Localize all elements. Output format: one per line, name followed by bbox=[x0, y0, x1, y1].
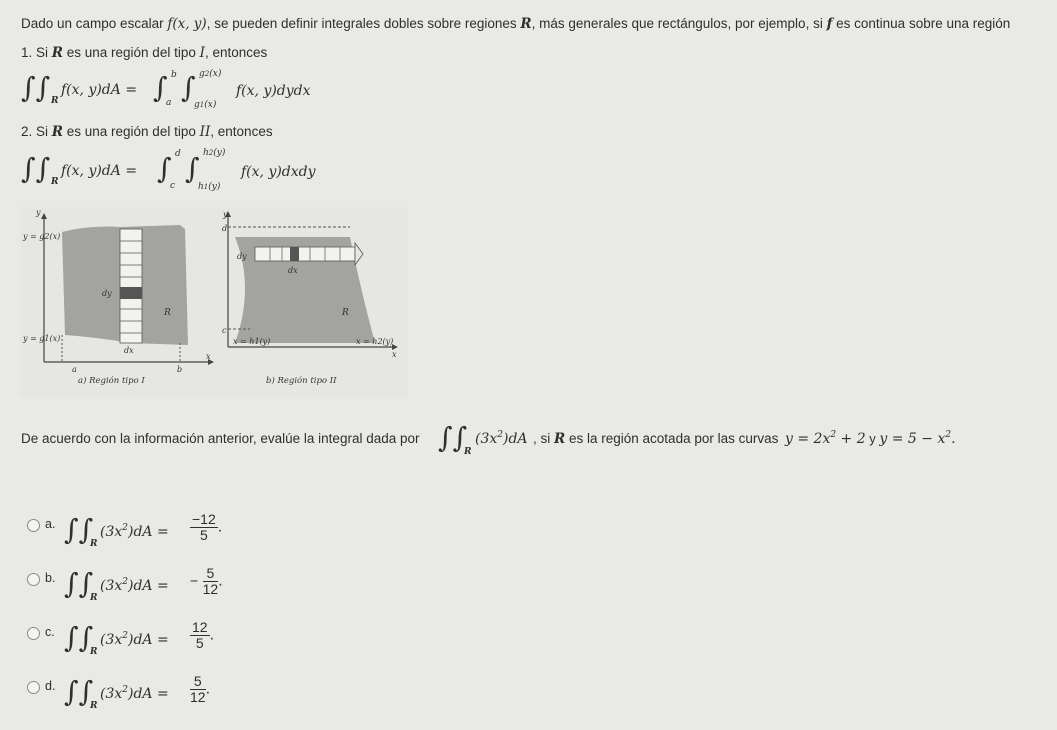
option-tail: )dA = bbox=[128, 578, 169, 594]
option-letter: b. bbox=[45, 571, 56, 585]
intro-part: , más generales que rectángulos, por ejemplo, si bbox=[531, 16, 827, 31]
double-integral-sign: ∫∫ bbox=[438, 421, 468, 454]
fig-b-dx: dx bbox=[288, 266, 298, 275]
integral-sign-inner: ∫ bbox=[181, 71, 196, 104]
integral-sign-outer: ∫ bbox=[153, 71, 168, 104]
double-integral-sign: ∫∫ bbox=[64, 621, 94, 654]
question-exp: 2 bbox=[497, 430, 503, 440]
option-exp: 2 bbox=[122, 685, 128, 695]
fig-a-x-label: x bbox=[206, 352, 211, 361]
question-text bbox=[21, 420, 1051, 460]
fig-b-caption: b) Región tipo II bbox=[266, 376, 337, 386]
inner-upper-fn: g bbox=[199, 69, 205, 79]
option-letter: c. bbox=[45, 625, 55, 639]
case1-label bbox=[21, 45, 267, 61]
fig-a-a: a bbox=[72, 365, 77, 374]
inner-upper-idx: 2 bbox=[208, 149, 214, 157]
double-integral-sign: ∫∫ bbox=[21, 71, 51, 104]
double-integral-sign: ∫∫ bbox=[21, 152, 51, 185]
fig-a bbox=[22, 208, 214, 386]
option-numerator: −12 bbox=[192, 511, 216, 527]
case1-label-part: , entonces bbox=[204, 45, 268, 60]
option-numerator: 5 bbox=[203, 566, 219, 582]
integral-sign-outer: ∫ bbox=[157, 152, 172, 185]
inner-lower-arg: (y) bbox=[208, 182, 221, 192]
case1-label-part: es una región del tipo bbox=[63, 45, 200, 60]
option-exp: 2 bbox=[122, 577, 128, 587]
inner-lower-fn: g bbox=[194, 100, 200, 110]
case1-region: R bbox=[51, 45, 63, 61]
case2-type: II bbox=[199, 124, 211, 140]
fig-b-region: R bbox=[342, 308, 349, 318]
option-sub-r: R bbox=[90, 701, 98, 711]
intro-part: Dado un campo escalar bbox=[21, 16, 168, 31]
case2-label bbox=[21, 124, 273, 140]
option-denominator: 5 bbox=[195, 635, 204, 651]
option-letter: a. bbox=[45, 517, 56, 531]
question-part: , si bbox=[533, 431, 555, 446]
option-numerator: 12 bbox=[192, 619, 208, 635]
case2-region: R bbox=[51, 124, 63, 140]
integral-sign-inner: ∫ bbox=[185, 152, 200, 185]
fig-a-dy: dy bbox=[102, 289, 112, 298]
inner-lower-idx: 1 bbox=[203, 183, 209, 191]
fig-a-caption: a) Región tipo I bbox=[78, 376, 145, 386]
fig-b-right-curve: x = h2(y) bbox=[356, 337, 394, 346]
option-letter: d. bbox=[45, 679, 56, 693]
option-denominator: 12 bbox=[202, 581, 219, 597]
option-end: . bbox=[218, 572, 223, 590]
outer-upper-limit: b bbox=[171, 70, 177, 80]
integral-region-sub: R bbox=[51, 177, 59, 187]
case2-label-part: 2. Si bbox=[21, 124, 52, 139]
option-fraction bbox=[190, 674, 206, 705]
fig-b bbox=[222, 210, 398, 386]
intro-part: es continua sobre una región bbox=[832, 16, 1011, 31]
option-c[interactable] bbox=[20, 616, 320, 662]
case1-type: I bbox=[199, 45, 205, 61]
option-b-radio[interactable] bbox=[27, 573, 40, 586]
question-part: De acuerdo con la información anterior, evalúe la integral dada por bbox=[21, 431, 420, 446]
case1-label-part: 1. Si bbox=[21, 45, 52, 60]
fig-b-d: d bbox=[222, 224, 228, 233]
intro-math: f(x, y) bbox=[167, 16, 207, 32]
option-a-radio[interactable] bbox=[27, 519, 40, 532]
option-tail: )dA = bbox=[128, 686, 169, 702]
fig-b-y-label: y bbox=[223, 210, 228, 219]
fig-b-c: c bbox=[222, 326, 227, 335]
case2-label-part: es una región del tipo bbox=[63, 124, 200, 139]
fig-a-b: b bbox=[177, 365, 183, 374]
option-integrand: (3x bbox=[100, 578, 123, 594]
option-denominator: 5 bbox=[199, 527, 208, 543]
option-sub-r: R bbox=[90, 539, 98, 549]
curve2: y = 5 − x bbox=[879, 431, 946, 447]
option-exp: 2 bbox=[122, 523, 128, 533]
fig-b-dy: dy bbox=[237, 252, 247, 261]
inner-lower-fn: h bbox=[198, 182, 204, 192]
inner-lower-idx: 1 bbox=[199, 101, 205, 109]
outer-lower-limit: c bbox=[170, 181, 176, 191]
fig-b-x-label: x bbox=[392, 350, 397, 359]
option-exp: 2 bbox=[122, 631, 128, 641]
conjunction: y bbox=[865, 431, 880, 446]
inner-upper-arg: (y) bbox=[213, 148, 226, 158]
question-sub-r: R bbox=[464, 447, 472, 457]
fig-a-y-label: y bbox=[36, 208, 41, 217]
fig-a-dx: dx bbox=[124, 346, 134, 355]
inner-lower-arg: (x) bbox=[204, 100, 217, 110]
option-fraction bbox=[190, 620, 210, 651]
option-numerator: 5 bbox=[190, 674, 206, 690]
curve1: y = 2x bbox=[785, 431, 831, 447]
inner-upper-idx: 2 bbox=[204, 70, 210, 78]
option-sign: − bbox=[190, 572, 199, 589]
answer-options bbox=[20, 508, 420, 723]
outer-lower-limit: a bbox=[166, 98, 172, 108]
option-sub-r: R bbox=[90, 593, 98, 603]
case1-formula bbox=[21, 66, 351, 114]
option-c-radio[interactable] bbox=[27, 627, 40, 640]
inner-upper-fn: h bbox=[203, 148, 209, 158]
option-integrand: (3x bbox=[100, 632, 123, 648]
option-fraction bbox=[203, 566, 219, 597]
option-tail: )dA = bbox=[128, 632, 169, 648]
fig-a-top-curve: y = g2(x) bbox=[23, 232, 61, 241]
inner-upper-arg: (x) bbox=[209, 69, 222, 79]
option-integrand: (3x bbox=[100, 686, 123, 702]
curve2-exp: 2 bbox=[945, 430, 952, 440]
case2-lhs: f(x, y)dA = bbox=[61, 163, 138, 179]
integral-region-sub: R bbox=[51, 96, 59, 106]
option-integrand: (3x bbox=[100, 524, 123, 540]
case1-lhs: f(x, y)dA = bbox=[61, 82, 138, 98]
intro-text bbox=[21, 16, 1010, 32]
option-b[interactable] bbox=[20, 562, 320, 608]
question-part: es la región acotada por las curvas bbox=[565, 431, 779, 446]
case1-integrand: f(x, y)dydx bbox=[236, 83, 311, 99]
option-d[interactable] bbox=[20, 670, 320, 716]
region-diagram bbox=[20, 207, 408, 397]
option-tail: )dA = bbox=[128, 524, 169, 540]
question-integrand-tail: )dA bbox=[503, 431, 528, 447]
question-integrand: (3x bbox=[475, 431, 498, 447]
intro-region: R bbox=[520, 16, 532, 32]
question-region: R bbox=[554, 431, 566, 447]
curve1-tail: + 2 bbox=[836, 431, 866, 447]
curve1-exp: 2 bbox=[830, 430, 837, 440]
double-integral-sign: ∫∫ bbox=[64, 567, 94, 600]
double-integral-sign: ∫∫ bbox=[64, 675, 94, 708]
option-end: . bbox=[209, 626, 215, 644]
option-end: . bbox=[205, 680, 211, 698]
option-denominator: 12 bbox=[190, 689, 206, 705]
fig-b-left-curve: x = h1(y) bbox=[233, 337, 271, 346]
option-fraction bbox=[190, 512, 218, 543]
intro-f: f bbox=[826, 16, 833, 32]
region-diagram-svg bbox=[20, 207, 408, 397]
fig-a-region: R bbox=[164, 308, 171, 318]
option-end: . bbox=[217, 518, 223, 536]
double-integral-sign: ∫∫ bbox=[64, 513, 94, 546]
option-d-radio[interactable] bbox=[27, 681, 40, 694]
option-a[interactable] bbox=[20, 508, 320, 554]
intro-part: , se pueden definir integrales dobles sobre regiones bbox=[206, 16, 521, 31]
option-sub-r: R bbox=[90, 647, 98, 657]
case2-integrand: f(x, y)dxdy bbox=[241, 164, 316, 180]
fig-a-bottom-curve: y = g1(x) bbox=[23, 334, 61, 343]
question-end: . bbox=[951, 431, 956, 447]
outer-upper-limit: d bbox=[175, 149, 181, 159]
case2-label-part: , entonces bbox=[210, 124, 273, 139]
strip-a bbox=[120, 229, 142, 343]
case2-formula bbox=[21, 145, 351, 195]
